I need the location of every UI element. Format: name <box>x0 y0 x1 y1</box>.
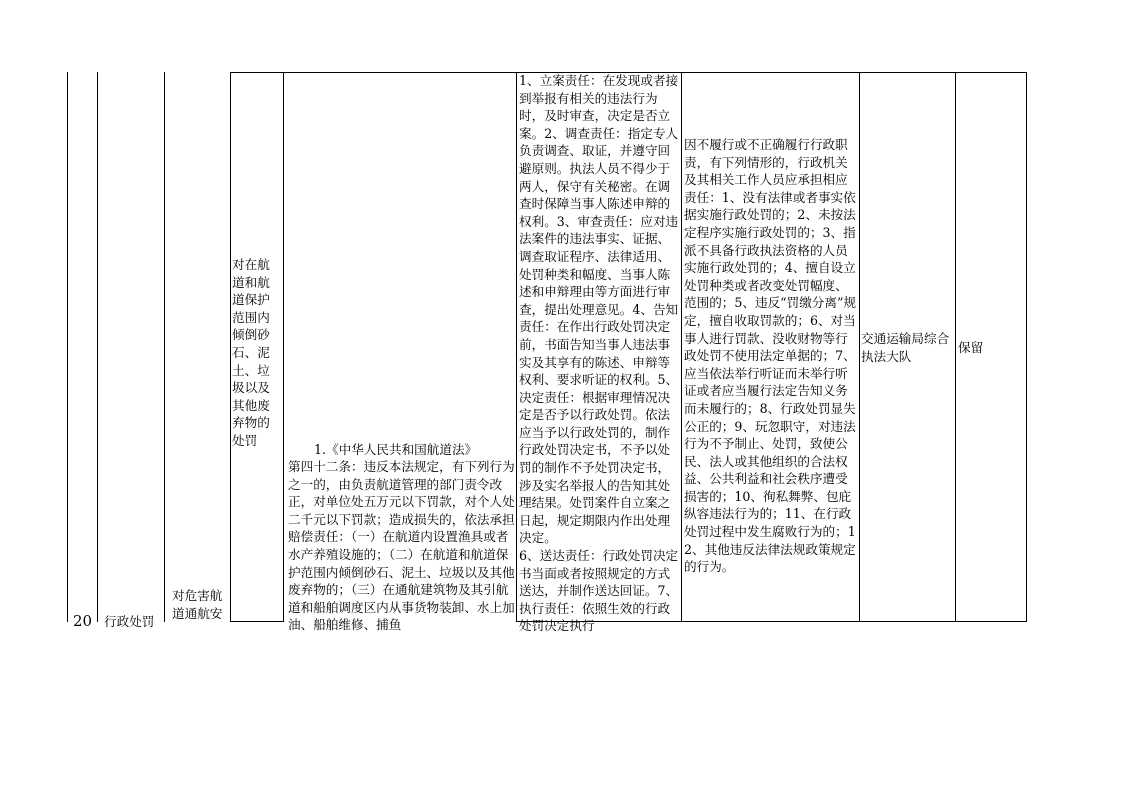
category-text: 行政处罚 <box>104 614 155 629</box>
duty-cell <box>517 72 681 634</box>
column-border <box>859 72 860 622</box>
note-text: 保留 <box>958 340 984 355</box>
item-name-cell <box>165 72 230 621</box>
basis-body: 第四十二条：违反本法规定，有下列行为之一的，由负责航道管理的部门责令改正，对单位处五万元以下罚款，对个人处二千元以下罚款；造成损失的，依法承担赔偿责任：（一）在航道内设置渔具或者水产养殖设施的；（二）在航道和航道保护范围内倾倒砂石、泥土、垃圾以及其他废弃物的；（三）在通航建筑物及其引航道和船舶调度区内从事货物装卸、水上加油、船舶维修、捕鱼 <box>288 459 515 633</box>
basis-cell <box>284 72 516 633</box>
row-border-bottom <box>230 621 283 622</box>
column-border <box>955 72 956 622</box>
column-border <box>1026 72 1027 622</box>
agency-text: 交通运输局综合执法大队 <box>861 331 950 364</box>
accountability-text: 因不履行或不正确履行行政职责，有下列情形的，行政机关及其相关工作人员应承担相应责任：1、没有法律或者事实依据实施行政处罚的；2、未按法定程序实施行政处罚的；3、指派不具备行政执法资格的人员实施行政处罚的；4、擅自设立处罚种类或者改变处罚幅度、范围的；5、违反“罚缴分离”规定，擅自收取罚款的；6、对当事人进行罚款、没收财物等行政处罚不使用法定单据的；7、应当依法举行听证而未举行听证或者应当履行法定告知义务而未履行的；8、行政处罚显失公正的；9、玩忽职守，对违法行为不予制止、处罚，致使公民、法人或其他组织的合法权益、公共利益和社会秩序遭受损害的；10、徇私舞弊、包庇纵容违法行为的；11、在行政处罚过程中发生腐败行为的；12、其他违反法律法规政策规定的行为。 <box>684 137 857 575</box>
item-name-text: 对危害航道通航安 <box>172 588 223 621</box>
category-cell <box>98 72 164 629</box>
sub-item-text: 对在航道和航道保护范围内倾倒砂石、泥土、垃圾以及其他废弃物的处罚 <box>232 257 270 448</box>
seq-cell <box>68 72 97 630</box>
duty-text: 1、立案责任：在发现或者接到举报有相关的违法行为时，及时审查，决定是否立案。2、调查责任：指定专人负责调查、取证，并遵守回避原则。执法人员不得少于两人，保守有关秘密。在调查时保障当事人陈述申辩的权利。3、审查责任：应对违法案件的违法事实、证据、调查取证程序、法律适用、处罚种类和幅度、当事人陈述和申辩理由等方面进行审查，提出处理意见。4、告知责任：在作出行政处罚决定前，书面告知当事人违法事实及其享有的陈述、申辩等权利、要求听证的权利。5、决定责任：根据审理情况决定是否予以行政处罚。依法应当予以行政处罚的，制作行政处罚决定书，不予以处罚的制作不予处罚决定书，涉及实名举报人的告知其处理结果。处罚案件自立案之日起，规定期限内作出处理决定。 6、送达责任：行政处罚决定书当面或者按照规定的方式送达，并制作送达回证。7、执行责任：依照生效的行政处罚决定执行 <box>519 73 679 634</box>
column-border <box>681 72 682 622</box>
column-border <box>230 72 231 622</box>
basis-title: 1.《中华人民共和国航道法》 <box>314 442 478 457</box>
seq-number: 20 <box>72 612 93 630</box>
